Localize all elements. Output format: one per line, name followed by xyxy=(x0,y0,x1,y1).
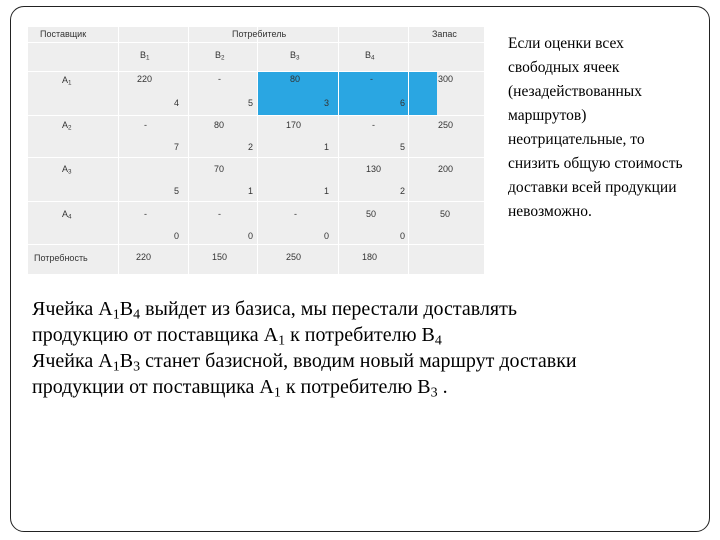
table-cell: - xyxy=(218,209,221,219)
table-divider xyxy=(28,42,484,43)
table-divider xyxy=(257,27,258,274)
cost-value: 0 xyxy=(400,231,406,241)
stock-value: 300 xyxy=(438,74,454,84)
consumer-label: $В_1$ xyxy=(140,50,150,62)
stock-value: 200 xyxy=(438,164,454,174)
demand-value: 250 xyxy=(286,252,302,262)
header-stock: Запас xyxy=(432,29,457,39)
table-cell: 50 xyxy=(366,209,377,219)
cost-value: 2 xyxy=(400,186,406,196)
consumer-label: $В_2$ xyxy=(215,50,225,62)
cost-value: 1 xyxy=(324,142,330,152)
cost-value: 1 xyxy=(324,186,330,196)
cost-value: 5 xyxy=(400,142,406,152)
table-divider xyxy=(338,27,339,274)
table-divider xyxy=(28,157,484,158)
cost-value: 0 xyxy=(324,231,330,241)
paragraph-a1b4: Ячейка $А_1В_4$ выйдет из базиса, мы перестали доставлять продукцию от поставщика $А_1$ к потребителю $В_4$ xyxy=(32,298,517,349)
cost-value: 3 xyxy=(324,98,330,108)
table-divider xyxy=(28,71,484,72)
table-cell: 130 xyxy=(366,164,382,174)
header-supplier: Поставщик xyxy=(40,29,87,39)
table-cell: - xyxy=(370,74,373,84)
cost-value: 1 xyxy=(248,186,254,196)
table-cell: 80 xyxy=(214,120,225,130)
table-cell: 220 xyxy=(137,74,153,84)
highlighted-cells-a1-b3-b4 xyxy=(257,71,437,115)
cost-value: 5 xyxy=(174,186,180,196)
table-divider xyxy=(188,27,189,274)
table-cell: 70 xyxy=(214,164,225,174)
cost-value: 7 xyxy=(174,142,180,152)
supplier-label: $А_4$ xyxy=(62,209,72,221)
consumer-label: $В_4$ xyxy=(365,50,375,62)
header-consumer: Потребитель xyxy=(232,29,287,39)
table-cell: 170 xyxy=(286,120,302,130)
cost-value: 2 xyxy=(248,142,254,152)
table-cell: - xyxy=(372,120,375,130)
table-divider xyxy=(408,27,409,274)
table-cell: - xyxy=(144,120,147,130)
table-cell: - xyxy=(144,209,147,219)
cost-value: 4 xyxy=(174,98,180,108)
demand-value: 180 xyxy=(362,252,378,262)
table-cell: - xyxy=(218,74,221,84)
cost-value: 6 xyxy=(400,98,406,108)
table-cell: 80 xyxy=(290,74,301,84)
cost-value: 0 xyxy=(174,231,180,241)
paragraph-a1b3: Ячейка $А_1В_3$ станет базисной, вводим новый маршрут доставки продукции от поставщика $А_1$ к потребителю $В_3$ . xyxy=(32,350,577,401)
main-text xyxy=(32,296,592,400)
side-note: Если оценки всех свободных ячеек (незадействованных маршрутов) неотрицательные, то снизить общую стоимость доставки всей продукции невозможно. xyxy=(508,35,683,220)
table-divider xyxy=(118,27,119,274)
table-cell: - xyxy=(294,209,297,219)
cost-value: 5 xyxy=(248,98,254,108)
supplier-label: $А_2$ xyxy=(62,120,72,132)
demand-value: 220 xyxy=(136,252,152,262)
supplier-label: $А_3$ xyxy=(62,164,72,176)
stock-value: 50 xyxy=(440,209,451,219)
cost-value: 0 xyxy=(248,231,254,241)
table-divider xyxy=(28,115,484,116)
stock-value: 250 xyxy=(438,120,454,130)
transport-table xyxy=(28,27,484,274)
table-divider xyxy=(28,244,484,245)
table-divider xyxy=(28,201,484,202)
demand-label: Потребность xyxy=(34,253,88,263)
demand-value: 150 xyxy=(212,252,228,262)
consumer-label: $В_3$ xyxy=(290,50,300,62)
supplier-label: $А_1$ xyxy=(62,75,72,87)
